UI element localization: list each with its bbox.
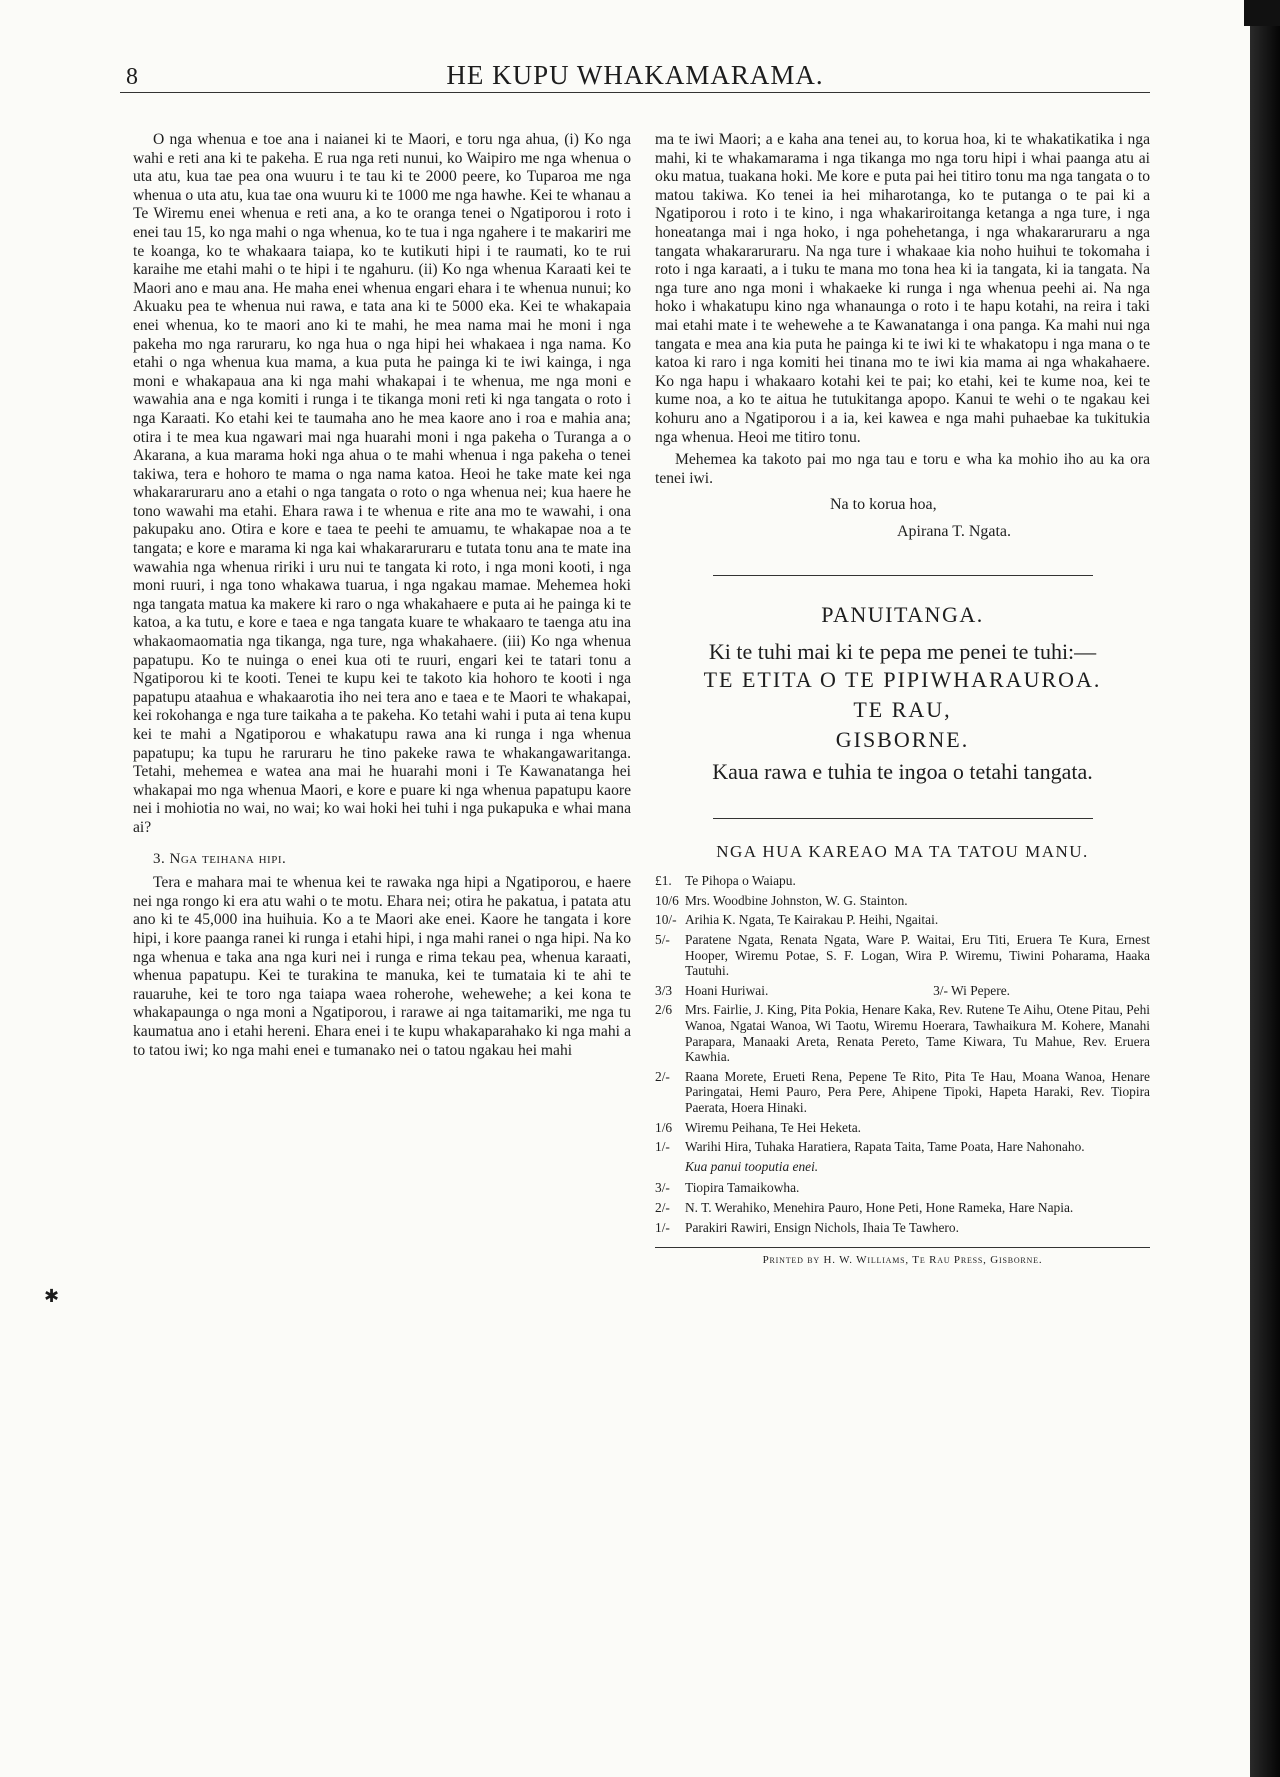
subscription-amount: 5/- (655, 932, 670, 948)
notice-address-line-2: TE RAU, (853, 697, 952, 723)
list-item (655, 912, 1150, 928)
subscriptions-list (655, 873, 1150, 1235)
book-spine-top (1244, 0, 1280, 26)
subscription-amount: 1/- (655, 1139, 670, 1155)
list-item (655, 932, 1150, 979)
subscription-amount: 10/6 (655, 892, 679, 908)
list-item (655, 1120, 1150, 1136)
list-item (655, 893, 1150, 909)
left-column (133, 131, 631, 1060)
header-rule (120, 92, 1150, 93)
notice-address-line-3: GISBORNE. (835, 727, 970, 753)
section-divider (713, 818, 1093, 819)
list-item (655, 1220, 1150, 1236)
subscriber-names: Mrs. Fairlie, J. King, Pita Pokia, Henare Kaka, Rev. Rutene Te Aihu, Otene Pitau, Pehi Wanoa, Ngatai Wanoa, Wi Taotu, Wiremu Hoerara, Tawhaikura M. Kohere, Manahi Parapara, Manaaki Areta, Renata Pereto, Tame Kiwara, Tu Mahue, Rev. Eruera Kawhia. (685, 1002, 1150, 1065)
subscriber-names: Tiopira Tamaikowha. (685, 1180, 800, 1196)
subscriber-names: Te Pihopa o Waiapu. (685, 873, 796, 889)
subscription-amount: 1/6 (655, 1119, 673, 1135)
list-item (655, 1200, 1150, 1216)
subscription-amount: 1/- (655, 1219, 670, 1235)
letter-closing: Na to korua hoa, (830, 496, 937, 514)
subscriber-names: N. T. Werahiko, Menehira Pauro, Hone Peti, Hone Rameka, Hare Napia. (685, 1199, 1074, 1215)
notice-address-line-1: TE ETITA O TE PIPIWHARAUROA. (703, 667, 1102, 693)
subscriber-names: Arihia K. Ngata, Te Kairakau P. Heihi, Ngaitai. (685, 912, 939, 928)
subscriber-names: Paratene Ngata, Renata Ngata, Ware P. Waitai, Eru Titi, Eruera Te Kura, Ernest Hooper, Wiremu Potae, S. F. Logan, Wira P. Wiremu, Tiwini Poharama, Haaka Tautuhi. (685, 932, 1150, 979)
journal-title: HE KUPU WHAKAMARAMA. (446, 60, 824, 90)
subscriber-names: Wiremu Peihana, Te Hei Heketa. (685, 1119, 862, 1135)
subscription-amount: £1. (655, 873, 672, 889)
letter-signoff (655, 496, 1150, 541)
subscription-amount: 2/6 (655, 1002, 673, 1018)
printer-imprint: Printed by H. W. Williams, Te Rau Press, Gisborne. (762, 1254, 1043, 1267)
subscription-amount: 10/- (655, 912, 677, 928)
section-heading: 3. Nga teihana hipi. (153, 850, 287, 867)
list-item (655, 873, 1150, 889)
right-paragraph-2: Mehemea ka takoto pai mo nga tau e toru e wha ka mohio iho au ka ora tenei iwi. (655, 451, 1150, 487)
subscriptions-title: NGA HUA KAREAO MA TA TATOU MANU. (716, 841, 1089, 861)
page-number: 8 (126, 64, 138, 90)
notice-instruction: Ki te tuhi mai ki te pepa me penei te tuhi:— (708, 639, 1097, 665)
section-divider (713, 575, 1093, 576)
subscription-amount-second: 3/- (933, 982, 948, 998)
list-item (655, 1002, 1150, 1064)
list-item (655, 1069, 1150, 1116)
left-paragraph-1: O nga whenua e toe ana i naianei ki te Maori, e toru nga ahua, (i) Ko nga wahi e reti ana ki te pakeha. E rua nga reti nunui, ko Waipiro me nga whenua o uta atu, kua tae pea ona wuuru i te tau ki te 2000 peere, ko Tuparoa me nga whenua o uta atu, kua tae ona wuuru ki te 1000 me nga hawhe. Kei te whanau a Te Wiremu enei whenua e reti ana, a ko te oranga tenei o Ngatiporou i roto i enei tau 15, ko nga mahi o nga whenua, ko te tua i nga ngahere i te makariri me te koanga, ko te whakaara taiapa, ko te kutikuti hipi i te raumati, ko te rui karaihe me etahi mahi o te hipi i te ngahuru. (ii) Ko nga whenua Karaati kei te Maori ano e mau ana. He maha enei whenua engari ehara i te whenua nunui; ko Akuaku pea te whenua nui rawa, e tata ana ki te 5000 eka. Kei te whakapaia enei whenua, ko te maori ano ki te mahi, he mea nama mai he moni i nga pakeha mo nga raruraru, ko nga hua o nga hipi hei whakaea i nga nama. Ko etahi o nga whenua kua mama, a kua puta he painga ki te iwi kainga, i nga moni e whakapaua ana ki nga mahi whakapai i te whenua, me nga moni e wawahia ana e nga komiti i runga i te tikanga moni reti ki nga tangata o roto i nga Karaati. Ko etahi kei te taumaha ano he mea kaore ano i roa e mahia ana; otira i te mea kua ngawari mai nga huarahi moni i nga pakeha o Turanga a o Akarana, a kua marama hoki nga ahua o te mahi whenua i nga pakeha o tenei takiwa, tera e hohoro te mama o nga nama katoa. Heoi he take mate kei nga whakararuraru ano a etahi o nga tangata o roto o nga whenua nei; kua haere he tono wawahi ma etahi. Ehara rawa i te whenua e rite ana mo te wawahi, i ona pakupaku ano. Otira e kore e taea te peehi te amuamu, te whakapae noa a te tangata; e kore e marama ki nga kai whakararuraru e tutata tonu ana te mate ina wawahia nga whenua ririki i uru nui te tangata ki roto, i nga moni kooti, i nga moni ruuri, i nga tono whakawa tuarua, i nga ngakau mamae. Mehemea hoki nga tangata matua ka makere ki raro o nga whakahaere e puta ai he painga ki te katoa, a ka tutu, e kore e taea e nga tangata kuare te whakaaro te taenga atu ina whakaomaomatia nga tikanga, nga ture, nga whakahaere. (iii) Ko nga whenua papatupu. Ko te nuinga o enei kua oti te ruuri, engari kei te tatari tonu a Ngatiporou ki te kooti. Tenei te kupu kei te takoto kia hohoro te kooti i nga papatupu ataahua e whakaarotia iho nei tera ano e taea e te Maori te whakapai, kei rokohanga e nga ture taikaha a te pakeha. Ko tetahi wahi i puta ai tena kupu kei te mahi a Ngatiporou e whakatupu rawa ana ki runga i nga whenua papatupu; ka tupu he raruraru he tino pakeke rawa te whakangawaritanga. Tetahi, mehemea e watea ana mai he huarahi moni i Te Kawanatanga hei whakapai mo nga whenua Maori, e kore e puare ki nga whenua papatupu kaore nei i mohiotia no wai, no wai; ko wai hoki hei tuhi i nga pukapuka e whai mana ai? (133, 131, 631, 836)
subscriber-names: Warihi Hira, Tuhaka Haratiera, Rapata Taita, Tame Poata, Hare Nahonaho. (685, 1139, 1085, 1155)
right-paragraph-1: ma te iwi Maori; a e kaha ana tenei au, to korua hoa, ki te whakatikatika i nga mahi, ki te whakamarama i nga tikanga mo nga toru hipi i whai paanga atu ai oku matua, tuakana hoki. Me kore e puta pai hei titiro tonu ma nga tangata o to matou takiwa. Ko tenei ia hei miharotanga, ko te putanga o te pai ki a Ngatiporou i roto i te kino, i nga whakariroitanga ketanga a nga ture, i nga honeatanga mai i nga hoko, i nga pohehetanga, i nga whakararuraru a nga tangata whakararuraru. Na nga ture i whakaae kia noho huihui te tokomaha i roto i nga karaati, a i tuku te mana mo tona hea ki ia tangata, ki ia tangata. Na nga ture ano nga moni i whakaeke ki runga i nga whenua peehi ai. Na nga hoko i whakatupu kino nga whanaunga o roto i te hapu kotahi, na reira i taki mai etahi mate i te wehewehe a te Kawanatanga i ona panga. Ka mahi nui nga tangata e mea ana kia puta he painga ki te iwi ki te whakatopu i nga mana o te katoa ki raro i nga komiti hei tinana mo te iwi kia mama ai nga whakahaere. Ko nga hapu i whakaaro kotahi kei te pai; ko etahi, kei te kume noa, kei te kume noa, a ko te aitua he tutukitanga apopo. Kanui te wehi o te ngakau kei kohuru ano a Ngatiporou i a ia, kei kawea e nga mahi puhaebae ka tukitukia nga whenua. Heoi me titiro tonu. (655, 131, 1150, 446)
subscription-amount: 3/3 (655, 982, 673, 998)
running-head (120, 60, 1150, 100)
notice-block (655, 602, 1150, 785)
subscriber-names: Raana Morete, Erueti Rena, Pepene Te Rito, Pita Te Hau, Moana Wanoa, Henare Paringatai, Hemi Pauro, Pera Pere, Ahipene Tipoki, Hapeta Haraki, Rev. Tiopira Paerata, Hoera Hinaki. (685, 1068, 1150, 1115)
book-spine-shadow (1250, 0, 1280, 1777)
list-item (655, 983, 1150, 999)
list-item (655, 1139, 1150, 1155)
left-paragraph-2: Tera e mahara mai te whenua kei te rawaka nga hipi a Ngatiporou, e haere nei nga rongo ki era atu wahi o te motu. Ehara nei; otira he pakatua, i patata atu ano ki te 45,000 ina huihuia. Ko a te Maori ake enei. Kaore he tangata i kore hipi, i kore paanga ranei ki runga i etahi hipi, i nga mahi ranei o nga hipi. Na ko nga whenua e taka ana nga kuri nei i runga e rima tekau pea, whenua karaati, whenua papatupu. Kei te turakina te manuka, kei te tumataia ki te ahi te rauaruhe, kei te toro nga taiapa waea roherohe, wehewehe; a kei kona te whakapaunga o nga moni a Ngatiporou, i rarawe ai nga taitamariki, me nga tu kaumatua ano i etahi hereni. Ehara enei i te kupu whakaparahako ki nga mahi a to tatou iwi; ko nga mahi enei e tumanako nei o tatou ngakau hei mahi (133, 874, 631, 1059)
subscription-amount: 3/- (655, 1180, 670, 1196)
subscription-amount: 2/- (655, 1068, 670, 1084)
footer-rule (655, 1247, 1150, 1248)
subscriber-names: Mrs. Woodbine Johnston, W. G. Stainton. (685, 892, 908, 908)
notice-warning: Kaua rawa e tuhia te ingoa o tetahi tangata. (712, 759, 1093, 785)
subscription-amount: 2/- (655, 1199, 670, 1215)
subscription-note: Kua panui tooputia enei. (685, 1158, 819, 1174)
notice-title: PANUITANGA. (821, 602, 984, 628)
subscriber-name: Hoani Huriwai. (685, 982, 769, 998)
subscriber-name-second (933, 983, 1010, 999)
margin-mark: ✱ (44, 1286, 60, 1306)
subscriber-name: Wi Pepere. (951, 982, 1010, 998)
list-item (655, 1180, 1150, 1196)
right-column (655, 131, 1150, 1270)
letter-signature: Apirana T. Ngata. (897, 522, 1012, 540)
subscriber-names: Parakiri Rawiri, Ensign Nichols, Ihaia Te Tawhero. (685, 1219, 959, 1235)
subscriber-names (681, 983, 1150, 999)
